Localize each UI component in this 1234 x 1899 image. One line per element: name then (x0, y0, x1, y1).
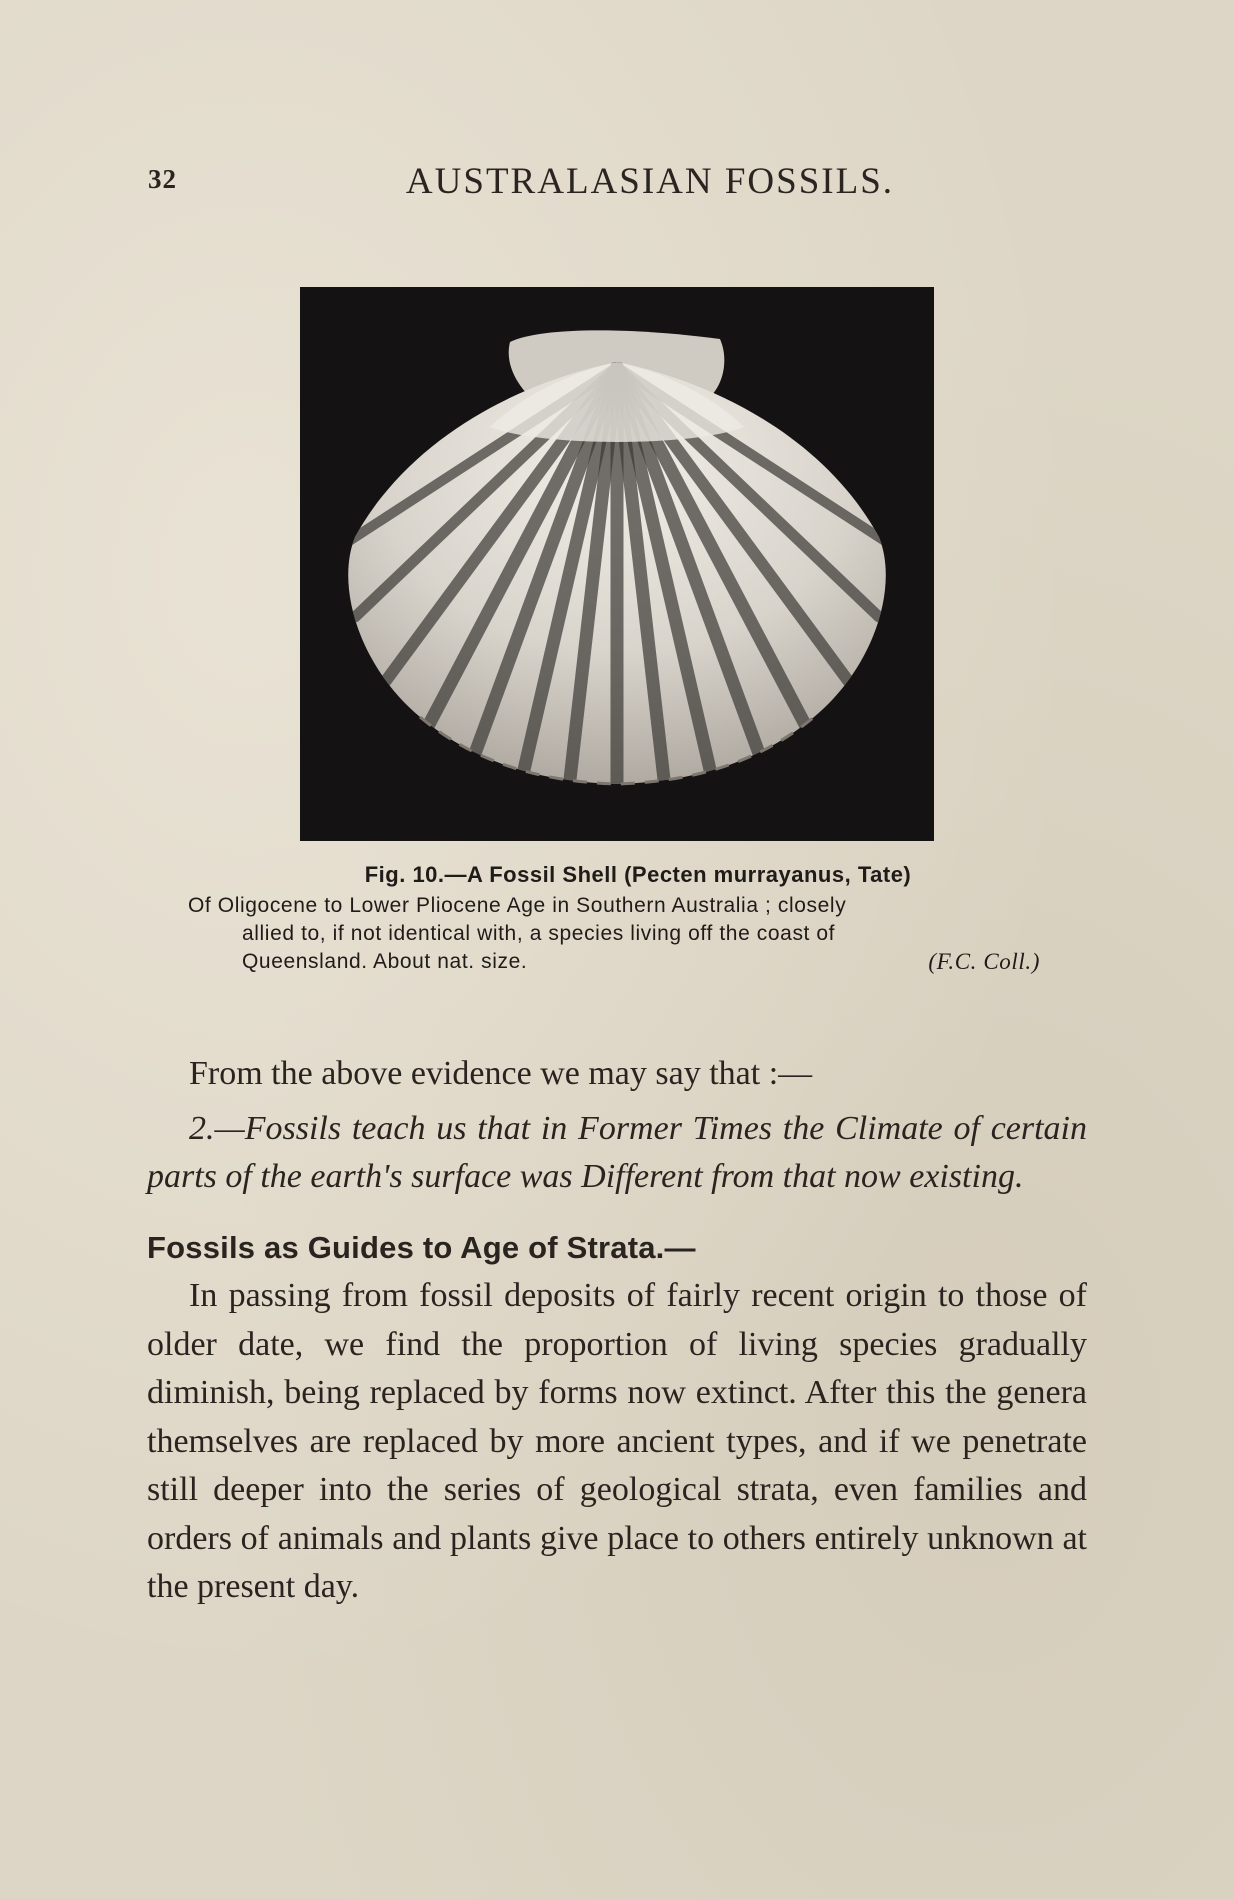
caption-credit: (F.C. Coll.) (928, 949, 1040, 974)
lead-sentence: From the above evidence we may say that :— (189, 1055, 813, 1092)
fossil-shell-photo (300, 287, 934, 841)
caption-line: Queensland. About nat. size. (242, 950, 528, 973)
caption-body (188, 892, 1048, 976)
section-heading: Fossils as Guides to Age of Strata.— (147, 1229, 696, 1265)
body-paragraph: In passing from fossil deposits of fairly recent origin to those of older date, we find the proportion of living species gradually diminish, being replaced by forms now extinct. After this the genera themselves are replaced by more ancient types, and if we penetrate still deeper into the series of geological strata, even families and orders of animals and plants give place to others entirely unknown at the present day. (147, 1277, 1087, 1605)
caption-line: Of Oligocene to Lower Pliocene Age in Southern Australia ; closely (188, 894, 847, 917)
caption-line: allied to, if not identical with, a species living off the coast of (242, 922, 836, 945)
shell-illustration (300, 287, 934, 841)
caption-line-last (188, 948, 1048, 976)
page-number: 32 (148, 164, 177, 194)
point-2: 2.—Fossils teach us that in Former Times the Climate of certain parts of the earth's surface was Different from that now existing. (147, 1109, 1087, 1195)
running-title: AUSTRALASIAN FOSSILS. (405, 161, 895, 202)
caption-title: Fig. 10.—A Fossil Shell (Pecten murrayanus, Tate) (364, 862, 912, 887)
figure-caption (188, 862, 1048, 976)
body-text (147, 1050, 1087, 1612)
